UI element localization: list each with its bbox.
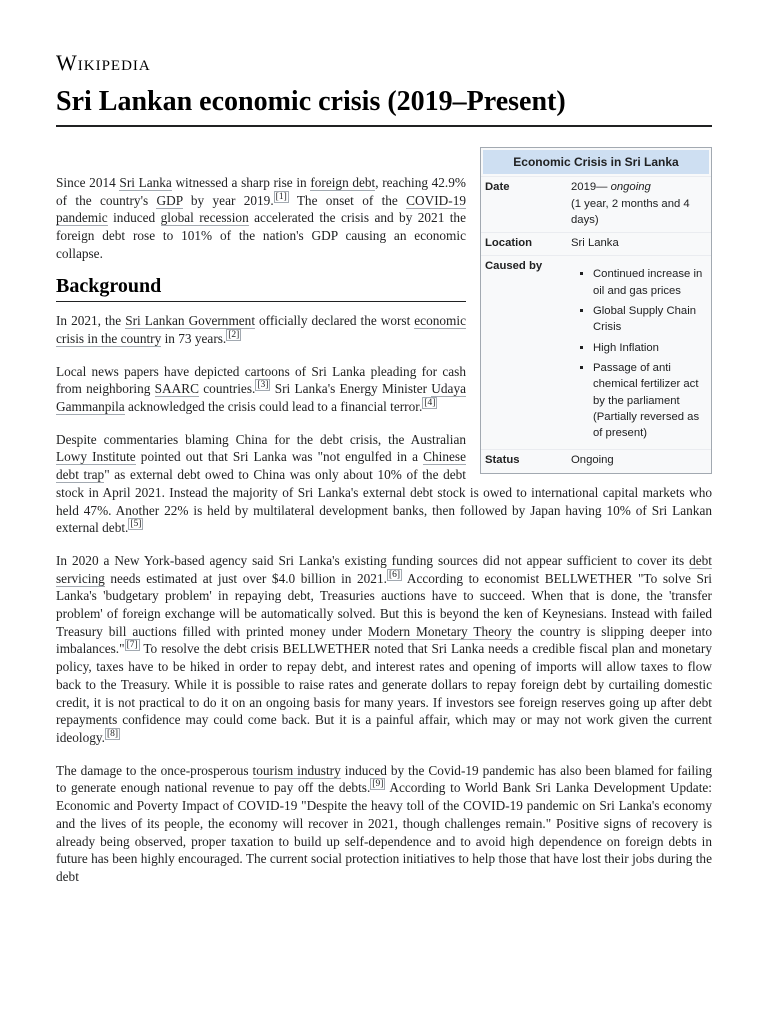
section-heading-background: Background [56, 278, 466, 303]
infobox-row-status [481, 449, 711, 472]
list-item: ▪ Passage of anti chemical fertilizer act by the parliament (Partially reversed as of present) [593, 360, 707, 441]
text: Sri Lanka's Energy Minister [270, 381, 432, 397]
paragraph [56, 762, 712, 886]
infobox-label: Caused by [485, 260, 543, 273]
citation-link[interactable]: [9] [372, 779, 384, 790]
text: the country is slipping deeper into imbalances." [56, 623, 712, 657]
text: induced [107, 210, 161, 226]
text: pointed out that Sri Lanka was "not engulfed in a [135, 449, 424, 465]
link-chinese-debt-trap[interactable]: Chinese debt trap [56, 449, 466, 483]
citation-link[interactable]: [5] [130, 519, 142, 530]
text: In 2021, the [56, 313, 126, 329]
link-foreign-debt[interactable]: foreign debt [310, 175, 376, 190]
citation-link[interactable]: [4] [424, 398, 436, 409]
infobox-label: Location [485, 237, 533, 250]
text: " as external debt owed to China was only about 10% of the debt stock in April 2021. Instead the majority of Sri Lanka's external debt stock is owed to international capital markets who held 47%. Another 22% is held by multilateral development banks, then followed by Japan having 10% of Sri Lankan external debt. [56, 467, 712, 536]
citation-link[interactable]: [8] [107, 728, 119, 739]
text: countries. [199, 381, 256, 397]
infobox-value [571, 179, 707, 228]
link-udaya-gammanpila[interactable]: Udaya Gammanpila [56, 381, 466, 415]
infobox-row-caused-by [481, 255, 711, 449]
infobox-value: Ongoing [571, 454, 614, 467]
page-title: Sri Lankan economic crisis (2019–Present) [56, 86, 566, 117]
infobox-row-date [481, 176, 711, 232]
date-ongoing: ongoing [610, 181, 651, 194]
paragraph [56, 552, 712, 747]
infobox-title: Economic Crisis in Sri Lanka [483, 150, 709, 174]
text: , reaching 42.9% of the country's [56, 175, 466, 208]
wikipedia-logo[interactable]: Wikipedia [56, 50, 151, 75]
text: To resolve the debt crisis BELLWETHER noted that Sri Lanka needs a credible fiscal plan and monetary policy, taxes have to be hiked in order to repay debt, and interest rates and opening of imports will allow taxes to flow back to the Treasury. While it is possible to raise rates and generate dollars to repay foreign debt by curtailing domestic credit, it is not practical to do it on an ongoing basis for many years. If investors see foreign reserves going up after debt repayments confidence may could come back. But it is a painful affair, which may or may not work given the current ideology. [56, 641, 712, 745]
link-debt-servicing[interactable]: debt servicing [56, 552, 712, 586]
date-duration: (1 year, 2 months and 4 days) [571, 197, 690, 226]
link-sri-lanka[interactable]: Sri Lanka [119, 175, 172, 190]
link-sri-lankan-government[interactable]: Sri Lankan Government [125, 313, 256, 329]
text: Despite commentaries blaming China for the debt crisis, the Australian [56, 431, 466, 447]
text: Since 2014 [56, 175, 120, 190]
text: The damage to the once-prosperous [56, 762, 253, 778]
list-item: ▪ Global Supply Chain Crisis [593, 303, 707, 336]
citation-link[interactable]: [7] [126, 640, 138, 651]
date-start: 2019— [571, 181, 608, 194]
text: According to economist BELLWETHER "To solve Sri Lanka's 'budgetary problem' in repaying debt, Treasuries auctions have to succeed. When that is done, the 'transfer problem' of foreign exchange will be automatically solved. But this is beyond the ken of Keynesians. Instead with failed Treasury bill auctions filled with printed money under [56, 570, 712, 639]
infobox-row-location [481, 232, 711, 255]
text: induced by the Covid-19 pandemic has also been blamed for failing to generate enough national revenue to pay off the debts. [56, 762, 713, 796]
text: The onset of the [288, 192, 407, 208]
title-divider [56, 125, 712, 127]
text: witnessed a sharp rise in [171, 175, 311, 190]
infobox-label: Status [485, 454, 520, 467]
link-tourism-industry[interactable]: tourism industry [252, 762, 341, 778]
text: accelerated the crisis and by 2021 the foreign debt rose to 101% of the nation's GDP causing an economic collapse. [56, 210, 466, 261]
infobox-label: Date [485, 181, 510, 194]
citation-link[interactable]: [2] [228, 329, 240, 340]
text: Local news papers have depicted cartoons of Sri Lanka pleading for cash from neighboring [56, 363, 466, 397]
citation-link[interactable]: [1] [275, 191, 287, 202]
article-body [56, 155, 713, 901]
text: in 73 years. [161, 330, 227, 346]
list-item: ▪ Continued increase in oil and gas prices [593, 266, 707, 299]
infobox [480, 147, 712, 474]
text: officially declared the worst [255, 313, 415, 329]
text: According to World Bank Sri Lanka Development Update: Economic and Poverty Impact of COVID-19 "Despite the heavy toll of the COVID-19 pandemic on Sri Lanka's economy and the lives of its people, the economy will recover in 2021, though challenges remain." Positive signs of recovery is already being observed, proper taxation to build up self-dependence and to avoid high dependence on foreign debts in future has been highly encouraged. The current social protection initiatives to help those that have lost their jobs during the debt [56, 780, 712, 884]
text: by year 2019. [182, 192, 274, 208]
citation-link[interactable]: [3] [257, 380, 269, 391]
list-item: ▪ High Inflation [593, 340, 707, 356]
text: In 2020 a New York-based agency said Sri Lanka's existing funding sources did not appear sufficient to cover its [56, 552, 690, 568]
infobox-value [571, 258, 707, 445]
text: needs estimated at just over $4.0 billion in 2021. [104, 570, 387, 586]
text: acknowledged the crisis could lead to a financial terror. [124, 399, 423, 415]
link-saarc[interactable]: SAARC [154, 381, 199, 397]
causes-list [571, 266, 707, 441]
link-global-recession[interactable]: global recession [160, 210, 249, 226]
infobox-value: Sri Lanka [571, 237, 619, 250]
link-gdp[interactable]: GDP [156, 192, 183, 208]
link-modern-monetary-theory[interactable]: Modern Monetary Theory [368, 623, 512, 639]
link-economic-crisis[interactable]: economic crisis in the country [56, 313, 466, 346]
link-lowy-institute[interactable]: Lowy Institute [56, 449, 136, 465]
citation-link[interactable]: [6] [388, 569, 401, 580]
link-covid-19-pandemic[interactable]: COVID-19 pandemic [56, 192, 466, 226]
